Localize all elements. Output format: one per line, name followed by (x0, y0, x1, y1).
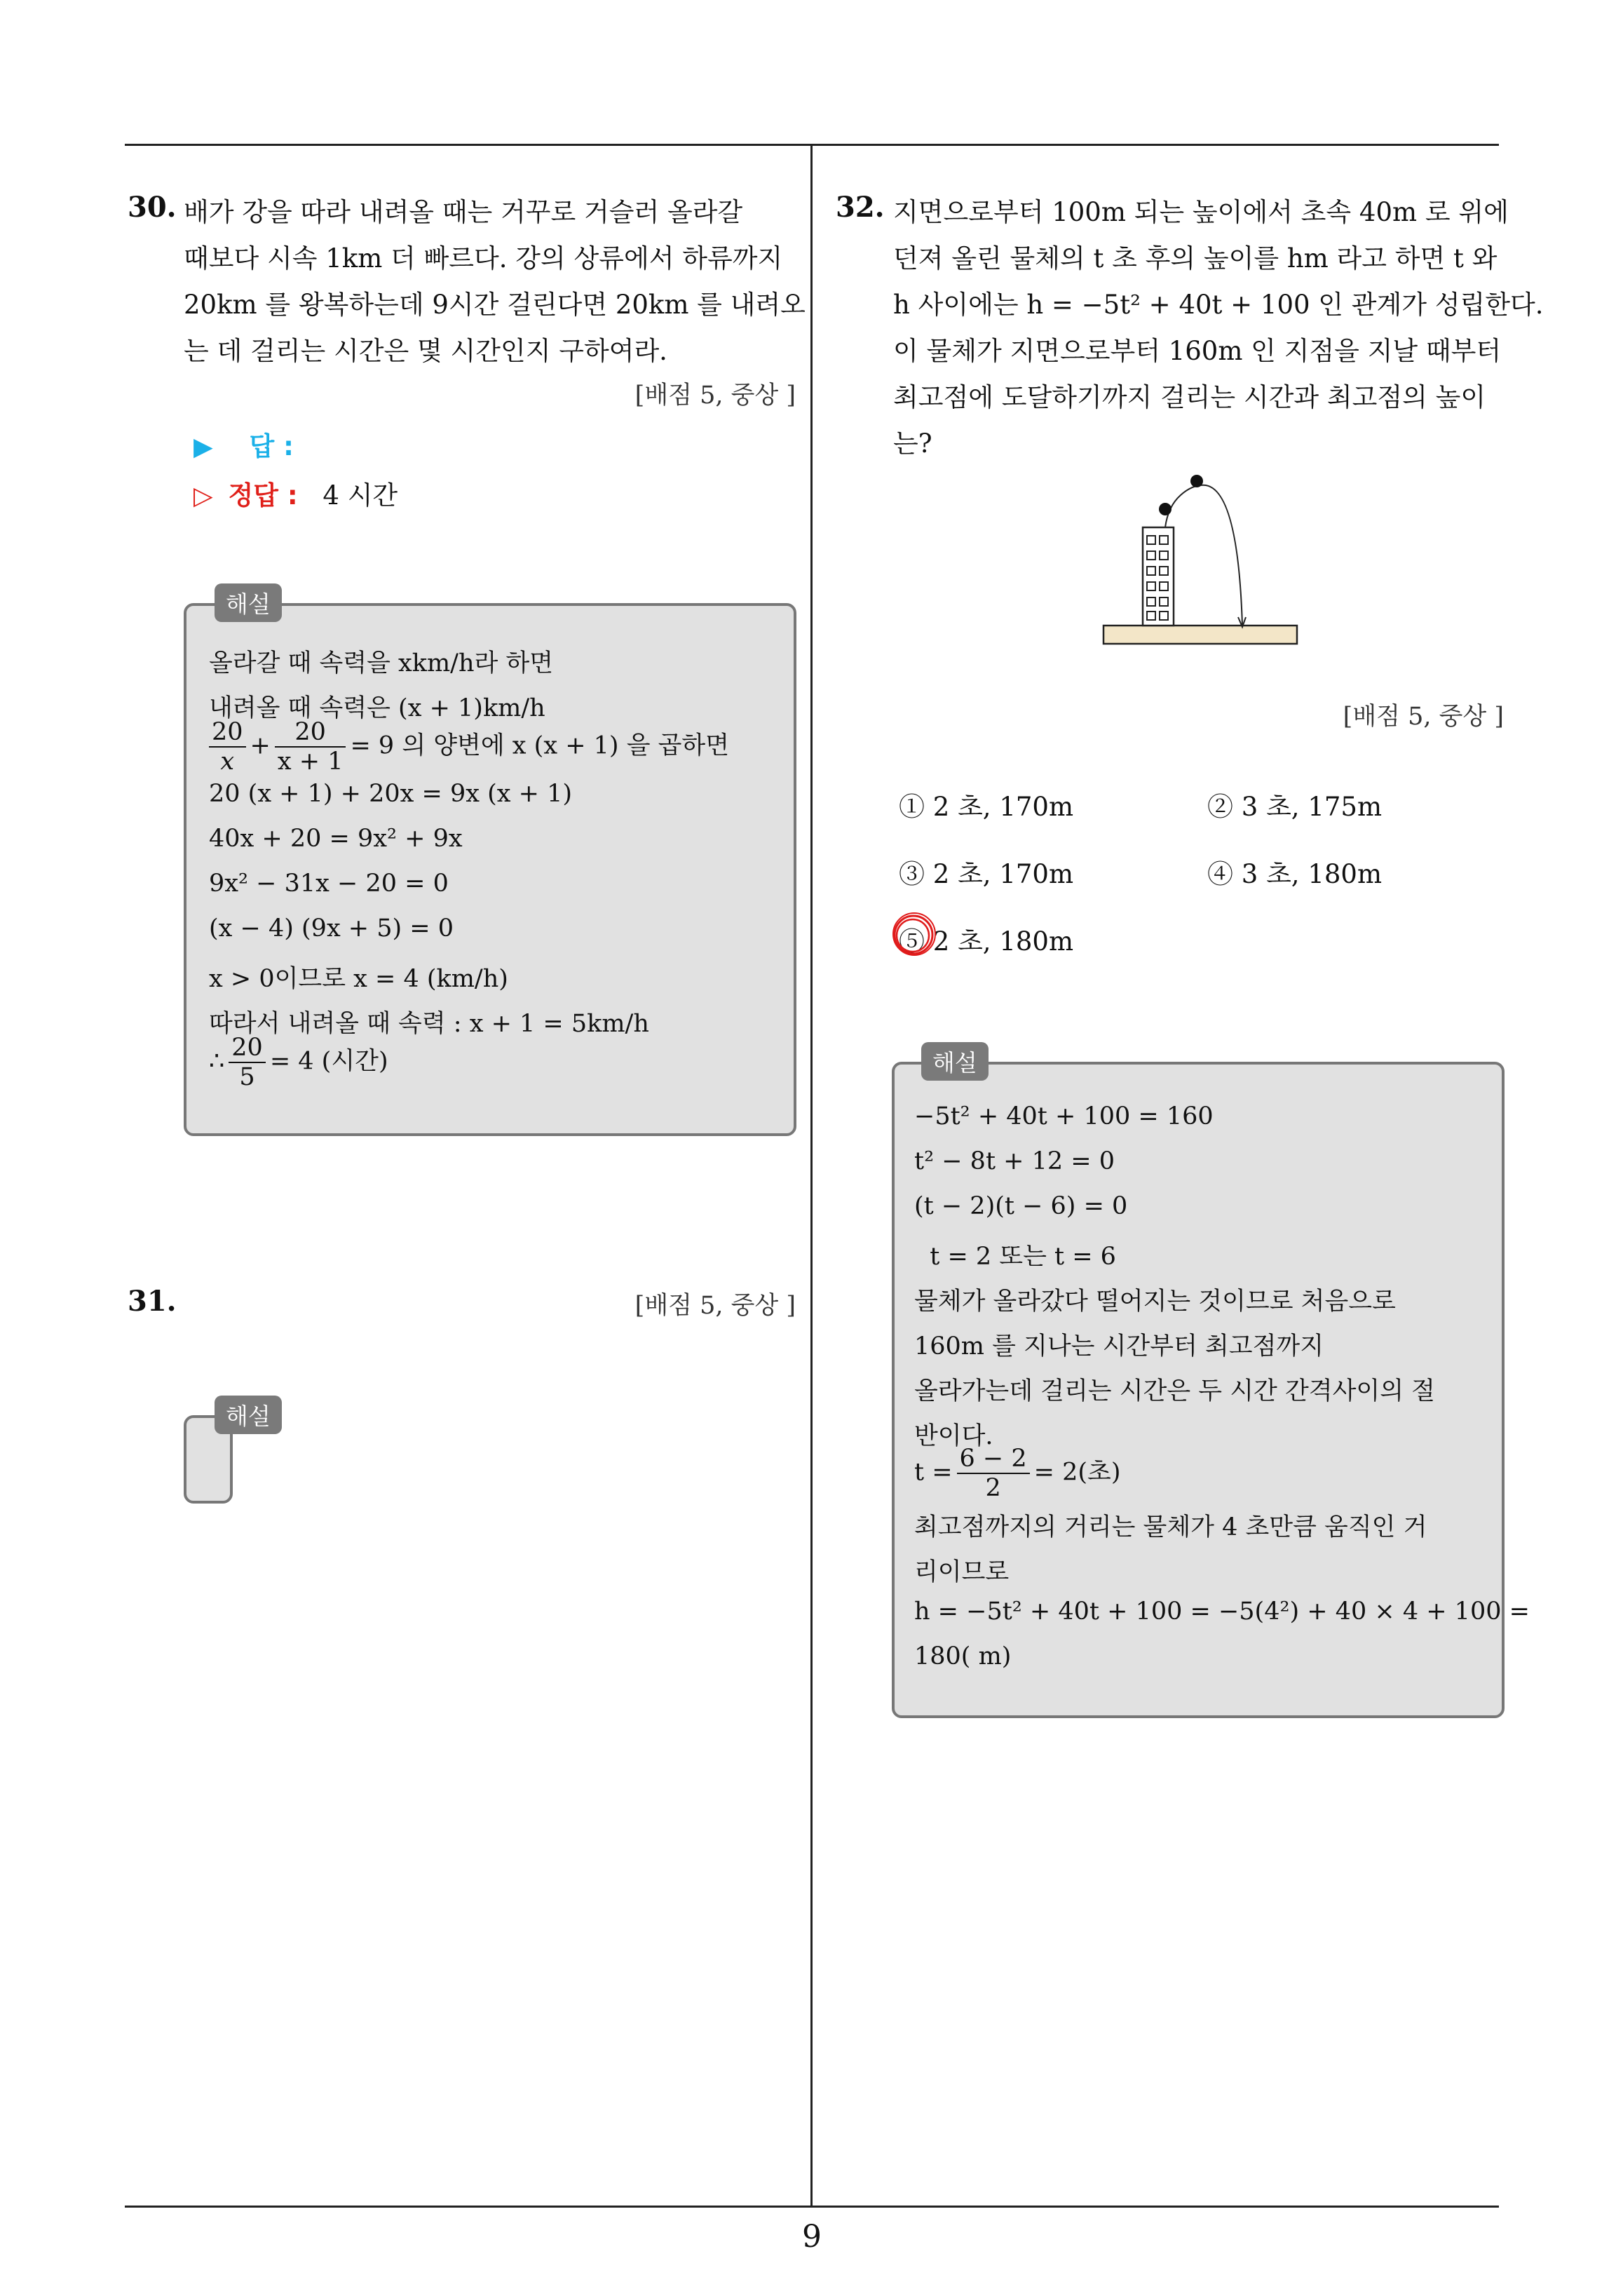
question-32-line-6: 는? (893, 428, 932, 459)
outline-arrow-icon: ▷ (193, 482, 213, 511)
sol32-line-11: h = −5t² + 40t + 100 = −5(4²) + 40 × 4 + 100 = (914, 1598, 1530, 1626)
sol32-line-5: 물체가 올라갔다 떨어지는 것이므로 처음으로 (914, 1288, 1396, 1316)
sol30-line-10: ∴ $\frac{20}{5}$ = 4 (시간) (209, 1034, 388, 1091)
sol32-line-6: 160m 를 지나는 시간부터 최고점까지 (914, 1332, 1324, 1360)
page-number: 9 (802, 2219, 822, 2255)
question-32-line-5: 최고점에 도달하기까지 걸리는 시간과 최고점의 높이 (893, 382, 1486, 412)
sol32-line-8: 반이다. (914, 1422, 993, 1450)
option-3[interactable]: ③ 2 초, 170m (899, 859, 1074, 889)
object-dot-peak (1190, 475, 1203, 487)
option-5[interactable]: ⑤ 2 초, 180m (899, 926, 1074, 957)
sol32-line-10: 리이므로 (914, 1558, 1010, 1586)
sol32-line-9: 최고점까지의 거리는 물체가 4 초만큼 움직인 거 (914, 1513, 1427, 1541)
question-32-score: [배점 5, 중상 ] (1343, 703, 1504, 731)
play-arrow-icon: ▶ (193, 433, 213, 461)
question-31-number: 31. (128, 1285, 177, 1318)
fraction-6-minus-2-over-2: $\frac{6 - 2}{2}$ (957, 1445, 1030, 1502)
sol30-line-2: 내려올 때 속력은 (x + 1)km/h (209, 694, 545, 722)
fraction-20-over-5: $\frac{20}{5}$ (229, 1034, 266, 1091)
sol30-line-7: (x − 4) (9x + 5) = 0 (209, 914, 454, 943)
solution-tag-31: 해설 (215, 1396, 282, 1434)
question-30-line-2: 때보다 시속 1km 더 빠르다. 강의 상류에서 하류까지 (184, 243, 783, 274)
sol30-line-1: 올라갈 때 속력을 xkm/h라 하면 (209, 649, 554, 677)
answer-row (193, 425, 294, 463)
column-divider (810, 144, 813, 2206)
sol30-line-9: 따라서 내려올 때 속력 : x + 1 = 5km/h (209, 1010, 649, 1038)
sol32-line-3: (t − 2)(t − 6) = 0 (914, 1192, 1128, 1220)
correct-answer-row (193, 474, 398, 512)
question-30-line-4: 는 데 걸리는 시간은 몇 시간인지 구하여라. (184, 336, 667, 366)
question-31-score: [배점 5, 중상 ] (634, 1292, 796, 1320)
question-30-score: [배점 5, 중상 ] (634, 381, 796, 410)
sol30-line-3: $\frac{20}{x}$ + $\frac{20}{x + 1}$ = 9 의 양변에 x (x + 1) 을 곱하면 (205, 718, 729, 776)
sol30-line-6: 9x² − 31x − 20 = 0 (209, 870, 449, 898)
solution-tag-32: 해설 (921, 1042, 989, 1081)
option-2[interactable]: ② 3 초, 175m (1207, 792, 1383, 822)
sol32-line-2: t² − 8t + 12 = 0 (914, 1147, 1115, 1175)
correct-value: 4 시간 (322, 480, 398, 511)
fraction-20-over-x: $\frac{20}{x}$ (209, 718, 246, 776)
correct-label: 정답 : (228, 480, 298, 511)
sol30-line-4: 20 (x + 1) + 20x = 9x (x + 1) (209, 780, 573, 808)
question-32-line-3: h 사이에는 h = −5t² + 40t + 100 인 관계가 성립한다. (893, 290, 1544, 320)
fraction-20-over-x-plus-1: $\frac{20}{x + 1}$ (275, 718, 346, 776)
bottom-rule (125, 2206, 1499, 2208)
option-4[interactable]: ④ 3 초, 180m (1207, 859, 1383, 889)
sol32-line-12: 180( m) (914, 1642, 1012, 1670)
sol32-line-1: −5t² + 40t + 100 = 160 (914, 1102, 1214, 1130)
sol32-line-fraction: t = $\frac{6 - 2}{2}$ = 2(초) (914, 1445, 1121, 1502)
red-circle-mark-icon (890, 912, 937, 958)
question-30-number: 30. (128, 191, 177, 224)
sol32-line-4: t = 2 또는 t = 6 (914, 1243, 1116, 1271)
question-30-line-3: 20km 를 왕복하는데 9시간 걸린다면 20km 를 내려오 (184, 290, 806, 320)
sol32-line-7: 올라가는데 걸리는 시간은 두 시간 간격사이의 절 (914, 1377, 1435, 1405)
answer-label: 답 : (249, 431, 294, 461)
question-32-number: 32. (836, 191, 885, 224)
question-32-line-1: 지면으로부터 100m 되는 높이에서 초속 40m 로 위에 (893, 197, 1509, 227)
sol30-line-5: 40x + 20 = 9x² + 9x (209, 825, 463, 853)
sol30-line-8: x > 0이므로 x = 4 (km/h) (209, 965, 508, 993)
object-dot-start (1159, 503, 1172, 515)
option-1[interactable]: ① 2 초, 170m (899, 792, 1074, 822)
solution-tag-30: 해설 (215, 583, 282, 622)
question-32-line-2: 던져 올린 물체의 t 초 후의 높이를 hm 라고 하면 t 와 (893, 243, 1498, 274)
question-32-line-4: 이 물체가 지면으로부터 160m 인 지점을 지날 때부터 (893, 336, 1502, 366)
question-30-line-1: 배가 강을 따라 내려올 때는 거꾸로 거슬러 올라갈 (184, 197, 743, 227)
building-trajectory-figure (1101, 463, 1304, 652)
